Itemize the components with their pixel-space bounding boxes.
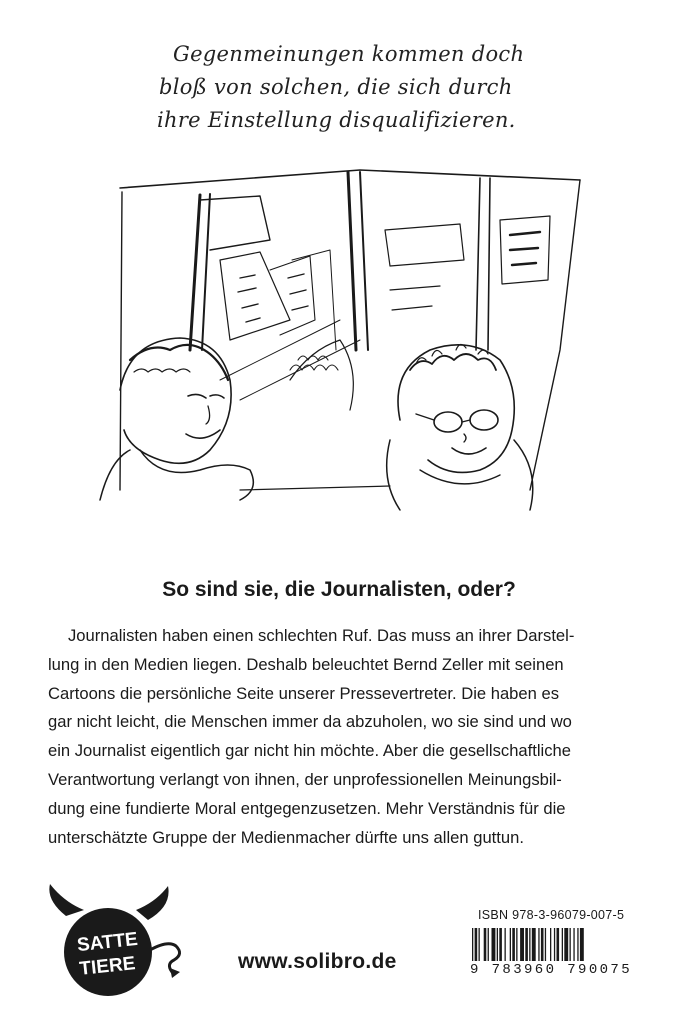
blurb-line: Verantwortung verlangt von ihnen, der unprofessionellen Meinungsbil- (48, 769, 562, 789)
barcode-bar (525, 928, 528, 962)
barcode-bar (577, 928, 578, 962)
barcode-bar (562, 928, 563, 962)
isbn-barcode (470, 928, 634, 988)
barcode-bar (554, 928, 555, 962)
caption-line: Gegenmeinungen kommen doch (173, 42, 525, 66)
barcode-bar (516, 928, 517, 962)
caption-line: ihre Einstellung disqualifizieren. (157, 108, 516, 132)
barcode-bar (492, 928, 496, 962)
logo-line2: TIERE (78, 953, 137, 980)
barcode-bar (505, 928, 506, 962)
barcode-digits: 9 783960 790075 (470, 962, 633, 978)
barcode-bar (497, 928, 498, 962)
caption-line: bloß von solchen, die sich durch (159, 75, 513, 99)
satte-tiere-logo (44, 880, 194, 1000)
barcode-bar (557, 928, 560, 962)
barcode-bar (520, 928, 524, 962)
blurb-line: ein Journalist eigentlich gar nicht hin möchte. Aber die gesellschaftliche (48, 741, 572, 761)
blurb-line: gar nicht leicht, die Menschen immer da abzuholen, wo sie sind und wo (48, 712, 572, 732)
barcode-bar (570, 928, 571, 962)
blurb-line: dung eine fundierte Moral entgegenzusetzen. Mehr Verständnis für die (48, 798, 566, 818)
logo-line1: SATTE (76, 928, 139, 957)
headline: So sind sie, die Journalisten, oder? (162, 578, 516, 601)
barcode-bar (484, 928, 487, 962)
barcode-bar (479, 928, 480, 962)
barcode-bar (499, 928, 502, 962)
blurb-line: unterschätzte Gruppe der Medienmacher dürfte uns allen guttun. (48, 827, 524, 847)
blurb-text (48, 622, 630, 852)
barcode-bar (573, 928, 574, 962)
blurb-line: Cartoons die persönliche Seite unserer Pressevertreter. Die haben es (48, 683, 559, 703)
barcode-bar (545, 928, 546, 962)
barcode-bar (564, 928, 568, 962)
barcode-bar (510, 928, 511, 962)
blurb-line: Journalisten haben einen schlechten Ruf. Das muss an ihrer Darstel- (68, 626, 575, 645)
barcode-bar (541, 928, 544, 962)
barcode-bar (538, 928, 539, 962)
barcode-bar (550, 928, 551, 962)
website-url: www.solibro.de (238, 950, 397, 973)
blurb-line: lung in den Medien liegen. Deshalb beleuchtet Bernd Zeller mit seinen (48, 654, 564, 674)
cartoon-caption (157, 38, 585, 137)
barcode-bar (488, 928, 489, 962)
barcode-bar (512, 928, 515, 962)
isbn-label: ISBN 978-3-96079-007-5 (478, 908, 625, 922)
barcode-bar (532, 928, 536, 962)
